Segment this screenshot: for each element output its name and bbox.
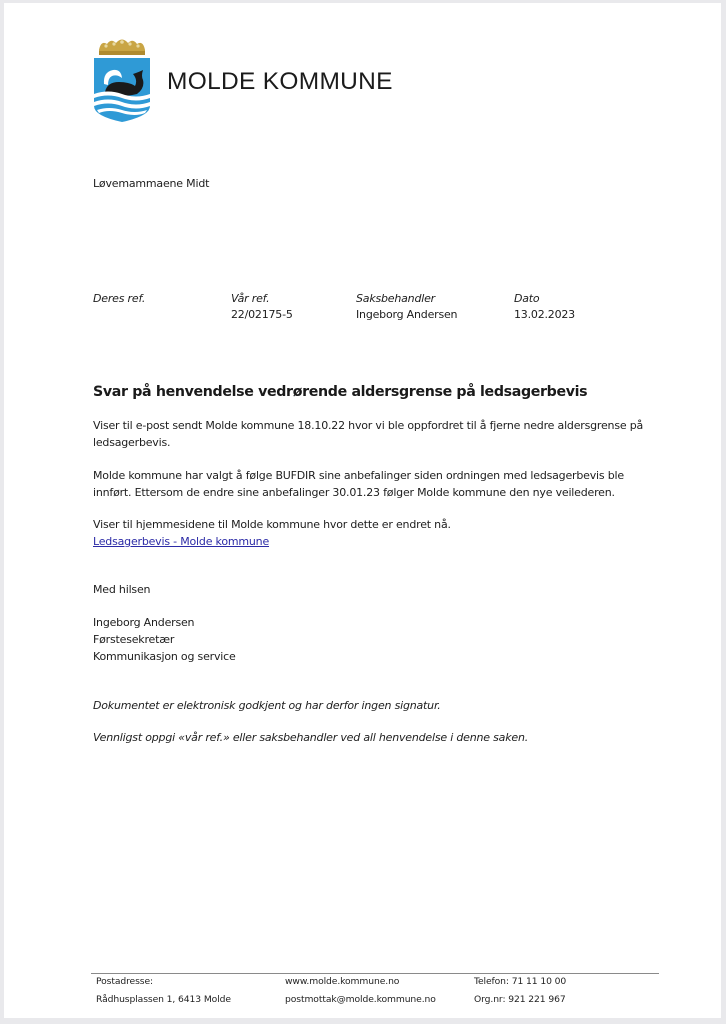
saksbehandler-column [356, 291, 457, 323]
letter-page [4, 3, 721, 1018]
deres-ref-column [93, 291, 145, 307]
closing: Med hilsen [93, 583, 151, 596]
paragraph-2-line-2: innført. Ettersom de endre sine anbefalinger 30.01.23 følger Molde kommune den nye veilederen. [93, 486, 615, 499]
organization-name: MOLDE KOMMUNE [167, 68, 393, 95]
signature-block [93, 614, 673, 665]
footer-org-nr: Org.nr: 921 221 967 [474, 994, 566, 1005]
footer-website[interactable]: www.molde.kommune.no [285, 976, 400, 987]
footer-phone: Telefon: 71 11 10 00 [474, 976, 567, 987]
deres-ref-label: Deres ref. [93, 292, 146, 305]
footer-postal [96, 973, 231, 1009]
signer-title: Førstesekretær [93, 633, 175, 646]
letter-title: Svar på henvendelse vedrørende aldersgrense på ledsagerbevis [93, 384, 588, 400]
saksbehandler-value: Ingeborg Andersen [356, 308, 458, 321]
signer-name: Ingeborg Andersen [93, 616, 195, 629]
ledsagerbevis-link[interactable]: Ledsagerbevis - Molde kommune [93, 535, 270, 548]
paragraph-2-line-1: Molde kommune har valgt å følge BUFDIR sine anbefalinger siden ordningen med ledsagerbevis ble [93, 469, 624, 482]
paragraph-1-line-1: Viser til e-post sendt Molde kommune 18.10.22 hvor vi ble oppfordret til å fjerne nedre aldersgrense på [93, 419, 644, 432]
var-ref-column [231, 291, 293, 323]
footer-email[interactable]: postmottak@molde.kommune.no [285, 994, 436, 1005]
paragraph-2 [93, 467, 673, 501]
dato-label: Dato [514, 292, 540, 305]
dato-value: 13.02.2023 [514, 308, 575, 321]
saksbehandler-label: Saksbehandler [356, 292, 435, 305]
paragraph-1 [93, 417, 673, 451]
reference-request-note: Vennligst oppgi «vår ref.» eller saksbehandler ved all henvendelse i denne saken. [93, 731, 529, 744]
footer-postal-address: Rådhusplassen 1, 6413 Molde [96, 994, 231, 1005]
footer-contact [285, 973, 436, 1009]
var-ref-label: Vår ref. [231, 292, 270, 305]
recipient: Løvemammaene Midt [93, 177, 210, 190]
footer-phone-org [474, 973, 566, 1009]
electronic-approval-note: Dokumentet er elektronisk godkjent og har derfor ingen signatur. [93, 699, 441, 712]
paragraph-3-text: Viser til hjemmesidene til Molde kommune hvor dette er endret nå. [93, 518, 451, 531]
paragraph-3 [93, 516, 673, 550]
footer-postal-label: Postadresse: [96, 976, 154, 987]
paragraph-1-line-2: ledsagerbevis. [93, 436, 171, 449]
signer-department: Kommunikasjon og service [93, 650, 236, 663]
molde-crest-icon [91, 36, 153, 124]
dato-column [514, 291, 575, 323]
var-ref-value: 22/02175-5 [231, 308, 293, 321]
